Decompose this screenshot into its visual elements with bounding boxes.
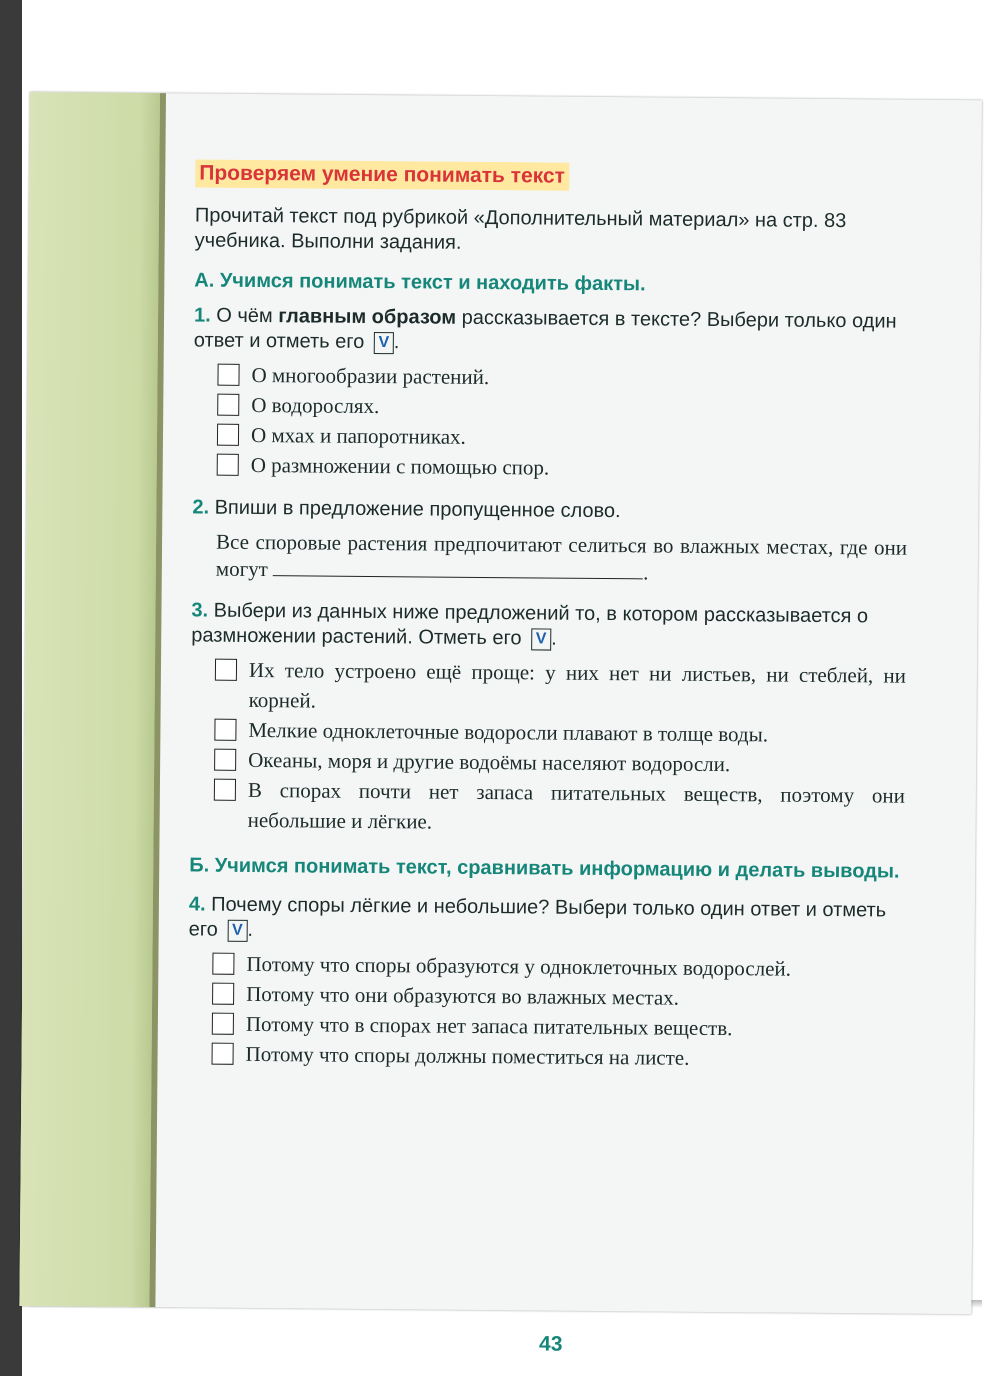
check-mark-icon: V xyxy=(374,332,394,354)
answer-text: Мелкие одноклеточные водоросли плавают в толще воды. xyxy=(248,717,769,747)
task-1-text-bold: главным образом xyxy=(278,305,457,329)
answer-text: Потому что они образуются во влажных местах. xyxy=(246,981,680,1010)
workbook-page xyxy=(19,92,982,1356)
page-content xyxy=(187,159,910,1074)
task-2-text: Впиши в предложение пропущенное слово. xyxy=(214,496,621,523)
task-1-number: 1. xyxy=(193,304,211,327)
answer-text: О мхах и папоротниках. xyxy=(250,422,466,449)
fill-in-sentence: Все споровые растения предпочитают селиться во влажных местах, где они могут xyxy=(215,529,908,582)
task-3: 3. Выбери из данных ниже предложений то, в котором рассказывается о размножении растений. Отметь его V . xyxy=(191,599,869,650)
part-a-heading: А. Учимся понимать текст и находить факты. xyxy=(194,269,646,296)
task-1-text-after: рассказывается в тексте? Выбери только один ответ и отметь его xyxy=(193,306,897,353)
task-1-text-before: О чём xyxy=(216,304,279,328)
task-1: 1. О чём главным образом рассказывается в тексте? Выбери только один ответ и отметь его V . xyxy=(193,304,897,354)
page-margin-band xyxy=(19,92,160,1307)
answer-option xyxy=(193,449,908,485)
answer-option xyxy=(191,654,906,720)
check-mark-icon: V xyxy=(227,919,247,941)
answer-checkbox[interactable] xyxy=(212,953,234,975)
answer-checkbox[interactable] xyxy=(217,424,239,446)
intro-text: Прочитай текст под рубрикой «Дополнительный материал» на стр. 83 учебника. Выполни задания. xyxy=(194,204,847,254)
task-1-options xyxy=(193,359,909,485)
task-4-number: 4. xyxy=(188,893,206,916)
sentence-end: . xyxy=(643,560,649,585)
answer-checkbox[interactable] xyxy=(212,983,234,1005)
answer-text: О водорослях. xyxy=(251,392,380,419)
answer-text: Океаны, моря и другие водоёмы населяют водоросли. xyxy=(248,747,731,777)
task-2 xyxy=(192,495,907,526)
answer-text: Потому что споры должны поместиться на листе. xyxy=(245,1041,690,1070)
answer-text: В спорах почти нет запаса питательных веществ, поэтому они небольшие и лёгкие. xyxy=(247,777,905,834)
task-2-number: 2. xyxy=(192,496,210,519)
answer-option xyxy=(187,1038,902,1074)
answer-text: Потому что споры образуются у одноклеточных водорослей. xyxy=(246,951,792,981)
section-title: Проверяем умение понимать текст xyxy=(195,159,569,190)
fill-in-blank[interactable] xyxy=(273,557,643,579)
answer-text: О размножении с помощью спор. xyxy=(250,452,550,480)
answer-checkbox[interactable] xyxy=(214,719,236,741)
task-2-sentence xyxy=(216,529,907,589)
answer-checkbox[interactable] xyxy=(212,1043,234,1065)
answer-text: О многообразии растений. xyxy=(251,362,490,390)
answer-checkbox[interactable] xyxy=(214,749,236,771)
task-4-options xyxy=(187,948,903,1074)
answer-checkbox[interactable] xyxy=(214,779,236,801)
task-4: 4. Почему споры лёгкие и небольшие? Выбери только один ответ и отметь его V . xyxy=(188,893,887,941)
task-3-text: Выбери из данных ниже предложений то, в котором рассказывается о размножении растений. Отметь его xyxy=(191,599,869,650)
task-3-options xyxy=(190,654,907,840)
page-number: 43 xyxy=(538,1332,563,1356)
answer-text: Их тело устроено ещё проще: у них нет ни листьев, ни стеблей, ни корней. xyxy=(248,657,907,713)
answer-checkbox[interactable] xyxy=(217,454,239,476)
task-4-text: Почему споры лёгкие и небольшие? Выбери только один ответ и отметь его xyxy=(188,893,887,941)
task-3-number: 3. xyxy=(191,599,209,622)
answer-checkbox[interactable] xyxy=(217,394,239,416)
answer-text: Потому что в спорах нет запаса питательных веществ. xyxy=(245,1011,733,1041)
answer-checkbox[interactable] xyxy=(212,1013,234,1035)
part-b-heading: Б. Учимся понимать текст, сравнивать информацию и делать выводы. xyxy=(189,854,900,883)
answer-option xyxy=(190,774,905,840)
check-mark-icon: V xyxy=(531,628,551,650)
answer-checkbox[interactable] xyxy=(215,659,237,681)
scanner-edge xyxy=(0,0,22,1376)
answer-checkbox[interactable] xyxy=(217,364,239,386)
